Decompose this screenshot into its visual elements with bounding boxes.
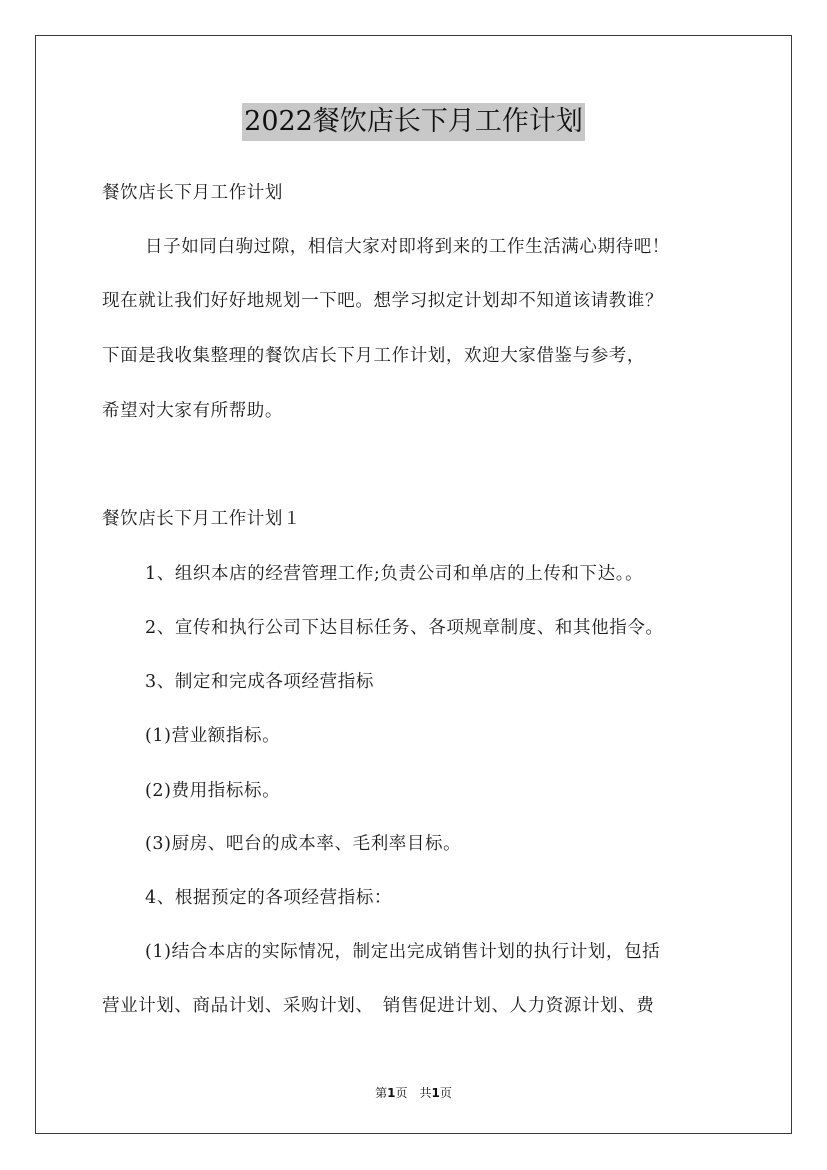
list-item: (3)厨房、吧台的成本率、毛利率目标。: [145, 834, 462, 854]
list-item: 2、宣传和执行公司下达目标任务、各项规章制度、和其他指令。: [145, 618, 664, 638]
page-label-suffix: 页: [439, 1086, 452, 1100]
list-item: (2)费用指标标。: [145, 781, 281, 801]
page-label-prefix: 第: [375, 1086, 388, 1100]
intro-line: 日子如同白驹过隙，相信大家对即将到来的工作生活满心期待吧！: [145, 237, 670, 257]
intro-line: 下面是我收集整理的餐饮店长下月工作计划，欢迎大家借鉴与参考，: [102, 346, 645, 366]
list-item: 营业计划、商品计划、采购计划、 销售促进计划、人力资源计划、费: [102, 996, 655, 1016]
section-heading: 餐饮店长下月工作计划１: [102, 509, 302, 529]
list-item: 3、制定和完成各项经营指标: [145, 672, 374, 692]
document-title: 2022餐饮店长下月工作计划: [242, 103, 585, 141]
document-subtitle: 餐饮店长下月工作计划: [102, 183, 283, 203]
page-current: 1: [387, 1086, 396, 1100]
intro-line: 现在就让我们好好地规划一下吧。想学习拟定计划却不知道该请教谁？: [102, 291, 664, 311]
title-container: [0, 103, 827, 141]
list-item: (1)结合本店的实际情况，制定出完成销售计划的执行计划，包括: [145, 942, 661, 962]
list-item: 1、组织本店的经营管理工作;负责公司和单店的上传和下达。。: [145, 564, 644, 584]
intro-line: 希望对大家有所帮助。: [102, 401, 283, 421]
page-label-mid: 页 共: [395, 1086, 432, 1100]
page-footer: [0, 1085, 827, 1101]
list-item: 4、根据预定的各项经营指标：: [145, 888, 393, 908]
page-total: 1: [431, 1086, 440, 1100]
list-item: (1)营业额指标。: [145, 726, 281, 746]
